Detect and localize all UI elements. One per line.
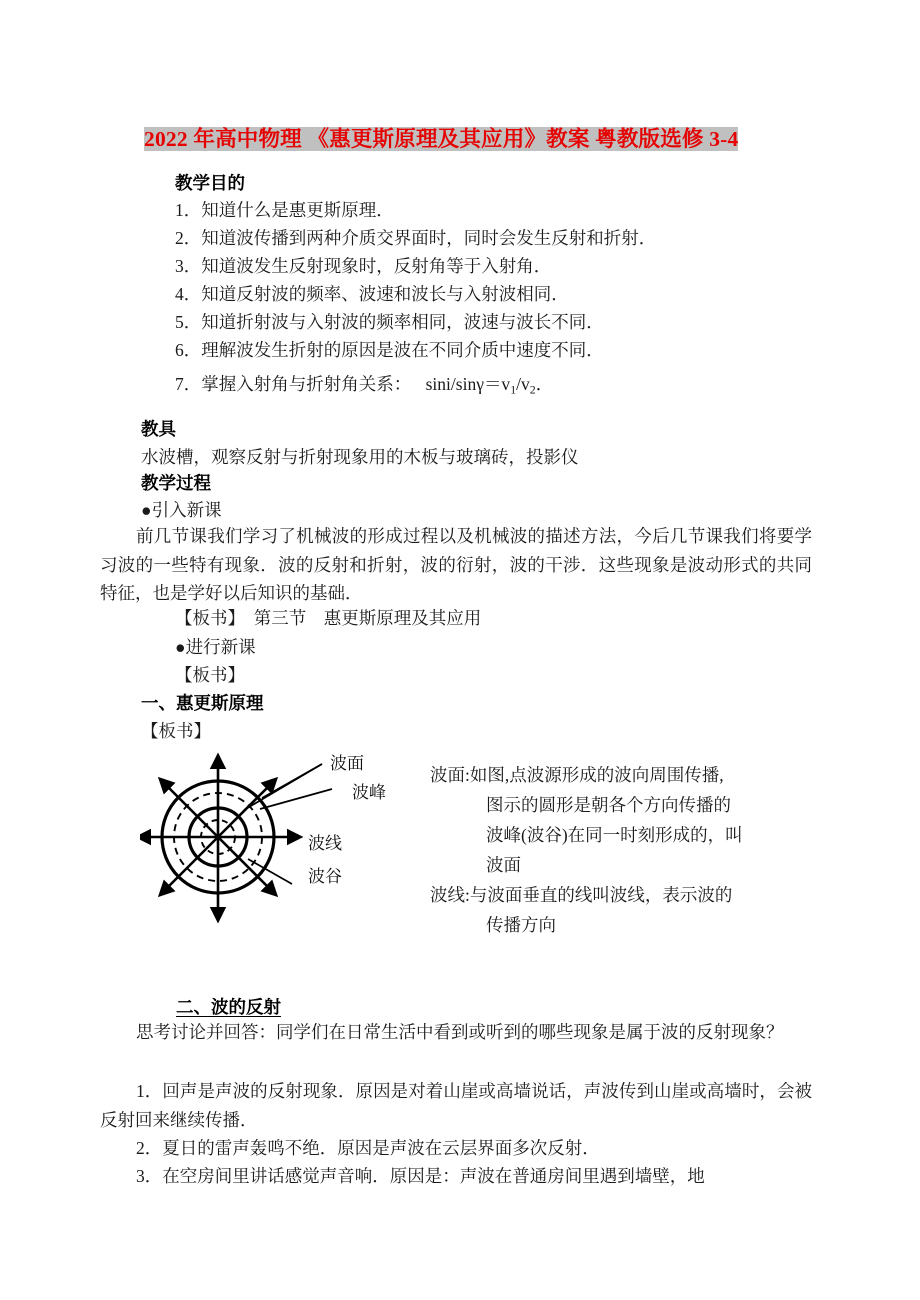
page-title	[144, 124, 798, 154]
board-line-1: 【板书】 第三节 惠更斯原理及其应用	[175, 608, 482, 628]
reflection-question: 思考讨论并回答：同学们在日常生活中看到或听到的哪些现象是属于波的反射现象？	[136, 1022, 784, 1042]
wavefront-explanation	[430, 760, 800, 940]
explanation-key: 波面:	[430, 765, 470, 785]
aim-item-4: 4．知道反射波的频率、波速和波长与入射波相同．	[175, 284, 569, 304]
explanation-continuation: 波峰(波谷)在同一时刻形成的，叫	[486, 825, 743, 845]
wavefront-diagram	[140, 742, 440, 942]
intro-paragraph: 前几节课我们学习了机械波的形成过程以及机械波的描述方法，今后几节课我们将要学习波的一些特有现象．波的反射和折射，波的衍射，波的干涉．这些现象是波动形式的共同特征，也是学好以后知识的基础．	[100, 526, 812, 603]
explanation-value: 与波面垂直的线叫波线，表示波的	[469, 885, 733, 905]
aim-item-2: 2．知道波传播到两种介质交界面时，同时会发生反射和折射．	[175, 228, 657, 248]
aim-item-7-formula	[416, 374, 554, 397]
heading-one: 一、惠更斯原理	[141, 693, 264, 713]
aim-item-7	[175, 373, 553, 400]
aim-item-7-prefix: 7．掌握入射角与折射角关系：	[175, 374, 412, 394]
explanation-continuation: 波面	[486, 855, 521, 875]
process-heading: 教学过程	[141, 473, 211, 493]
aims-heading: 教学目的	[175, 173, 245, 193]
formula-subscript-2: 2	[529, 382, 536, 397]
figure-label-wave-line: 波线	[308, 834, 342, 853]
reflection-item-2: 2．夏日的雷声轰鸣不绝．原因是声波在云层界面多次反射．	[136, 1138, 600, 1158]
formula-gamma: γ	[476, 374, 484, 394]
formula-equals-v: ＝v	[483, 374, 511, 394]
board-line-2: 【板书】	[175, 665, 245, 685]
explanation-value: 如图,点波源形成的波向周围传播,	[469, 765, 724, 785]
reflection-item-3: 3．在空房间里讲话感觉声音响．原因是：声波在普通房间里遇到墙壁，地	[136, 1166, 705, 1186]
leader-lines	[244, 764, 332, 884]
aim-item-5: 5．知道折射波与入射波的频率相同，波速与波长不同．	[175, 312, 604, 332]
reflection-item-1: 1．回声是声波的反射现象．原因是对着山崖或高墙说话，声波传到山崖或高墙时，会被反射回来继续传播．	[100, 1081, 812, 1130]
figure-label-wavefront: 波面	[330, 754, 364, 773]
explanation-row	[430, 760, 800, 790]
formula-slash-v: /v	[516, 374, 530, 394]
tools-heading: 教具	[141, 419, 176, 439]
figure-label-trough: 波谷	[308, 867, 342, 886]
figure-label-crest: 波峰	[352, 783, 386, 802]
wavefront-diagram-svg	[140, 742, 440, 942]
intro-bullet: ●引入新课	[141, 500, 222, 520]
board-line-3: 【板书】	[141, 721, 211, 741]
radiating-arrows	[146, 764, 292, 912]
formula-sin-part: sini/sin	[425, 374, 477, 394]
aim-item-6: 6．理解波发生折射的原因是波在不同介质中速度不同．	[175, 340, 604, 360]
tools-text: 水波槽，观察反射与折射现象用的木板与玻璃砖，投影仪	[141, 447, 579, 467]
formula-period: ．	[535, 374, 554, 394]
aim-item-3: 3．知道波发生反射现象时，反射角等于入射角．	[175, 256, 552, 276]
new-lesson-bullet: ●进行新课	[175, 637, 256, 657]
explanation-row	[430, 880, 800, 910]
page-title-text: 2022 年高中物理 《惠更斯原理及其应用》教案 粤教版选修 3-4	[144, 127, 739, 151]
explanation-key: 波线:	[430, 885, 470, 905]
explanation-continuation: 传播方向	[486, 915, 556, 935]
explanation-continuation: 图示的圆形是朝各个方向传播的	[486, 795, 731, 815]
formula-subscript-1: 1	[510, 382, 517, 397]
aim-item-1: 1．知道什么是惠更斯原理．	[175, 200, 394, 220]
reflection-heading: 二、波的反射	[176, 997, 281, 1017]
